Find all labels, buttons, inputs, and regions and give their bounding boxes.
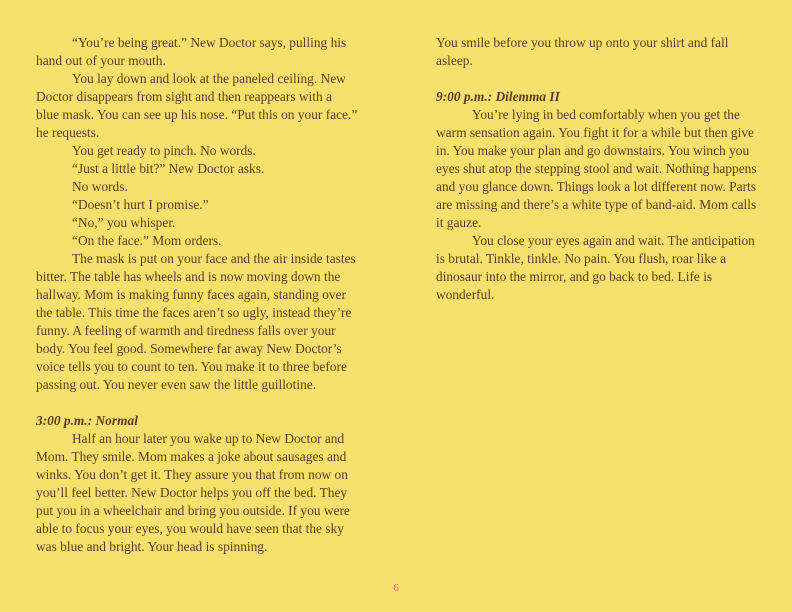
paragraph: “On the face.” Mom orders. <box>72 233 222 248</box>
right-column <box>436 34 758 304</box>
paragraph: “Just a little bit?” New Doctor asks. <box>72 161 265 176</box>
paragraph: You smile before you throw up onto your shirt and fall asleep. <box>436 35 729 68</box>
left-column <box>36 34 358 556</box>
section-heading: 9:00 p.m.: Dilemma II <box>436 89 560 104</box>
paragraph: No words. <box>72 179 128 194</box>
paragraph: Half an hour later you wake up to New Doctor and Mom. They smile. Mom makes a joke about sausages and winks. You don’t get it. They assure you that from now on you’ll feel better. New Doctor helps you off the bed. They put you in a wheelchair and bring you outside. If you were able to focus your eyes, you would have seen that the sky was blue and bright. Your head is spinning. <box>36 431 350 554</box>
page-number: 6 <box>393 582 399 594</box>
paragraph: “You’re being great.” New Doctor says, pulling his hand out of your mouth. <box>36 35 347 68</box>
paragraph: You close your eyes again and wait. The anticipation is brutal. Tinkle, tinkle. No pain. You flush, roar like a dinosaur into the mirror, and go back to bed. Life is wonderful. <box>436 233 755 302</box>
paragraph: “Doesn’t hurt I promise.” <box>72 197 209 212</box>
paragraph: You get ready to pinch. No words. <box>72 143 256 158</box>
section-heading: 3:00 p.m.: Normal <box>36 413 138 428</box>
paragraph: You’re lying in bed comfortably when you get the warm sensation again. You fight it for a while but then give in. You make your plan and go downstairs. You winch you eyes shut atop the stepping stool and wait. Nothing happens and you glance down. Things look a lot different now. Parts are missing and there’s a white type of band-aid. Mom calls it gauze. <box>436 107 757 230</box>
paragraph: The mask is put on your face and the air inside tastes bitter. The table has wheels and is now moving down the hallway. Mom is making funny faces again, standing over the table. This time the faces aren’t so ugly, instead they’re funny. A feeling of warmth and tiredness falls over your body. You feel good. Somewhere far away New Doctor’s voice tells you to count to ten. You make it to three before passing out. You never even saw the little guillotine. <box>36 251 356 392</box>
paragraph: “No,” you whisper. <box>72 215 176 230</box>
paragraph: You lay down and look at the paneled ceiling. New Doctor disappears from sight and then reappears with a blue mask. You can see up his nose. “Put this on your face.” he requests. <box>36 71 358 140</box>
